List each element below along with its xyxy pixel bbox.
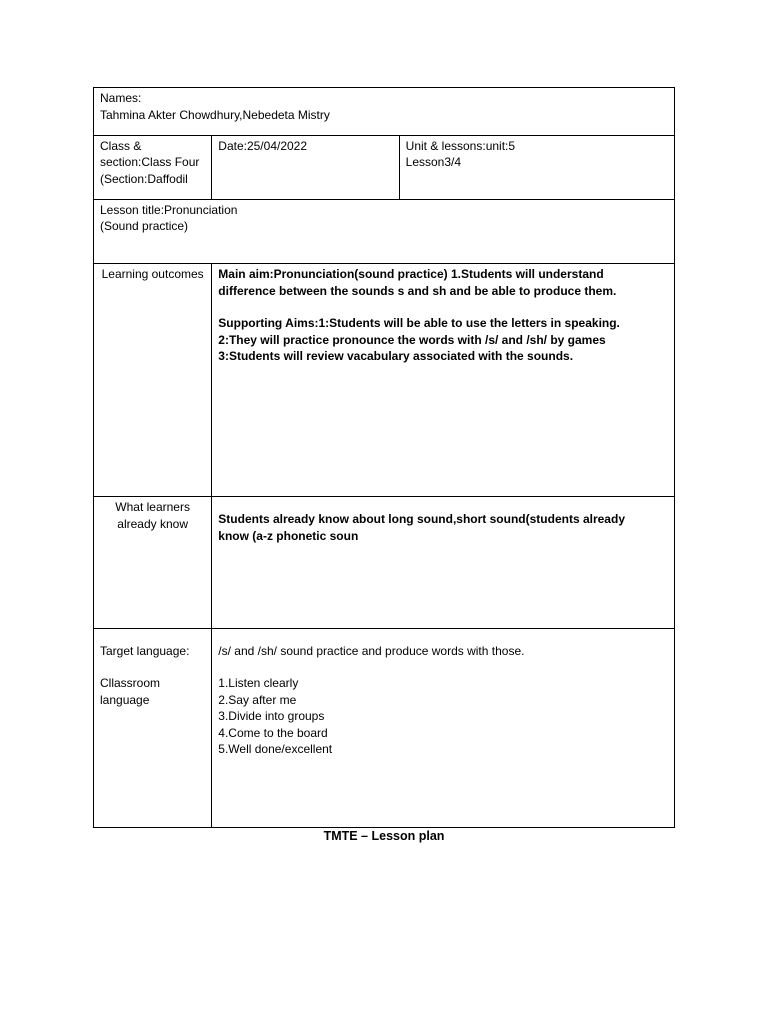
date-cell [212,135,399,199]
lesson-title-line1: Lesson title:Pronunciation [100,202,238,217]
classroom-phrase: 2.Say after me [218,692,297,707]
names-value: Tahmina Akter Chowdhury,Nebedeta Mistry [100,107,330,122]
prior-knowledge-label-line1: What learners [115,500,190,515]
classroom-phrase: 4.Come to the board [218,725,328,740]
target-language-content-cell [212,628,675,827]
spacer [218,299,668,315]
class-section-line2: section:Class Four [100,155,200,170]
names-row [94,88,675,136]
learning-outcomes-row [94,264,675,497]
names-cell [94,88,675,136]
learning-outcomes-content-cell [212,264,675,497]
target-language-text: /s/ and /sh/ sound practice and produce words with those. [218,643,525,658]
lesson-title-line2: (Sound practice) [100,219,189,234]
target-language-label: Target language: [100,643,190,658]
main-aim-line2: difference between the sounds s and sh and be able to produce them. [218,283,617,298]
prior-knowledge-content-cell [212,497,675,629]
prior-knowledge-label-line2: already know [117,516,188,531]
unit-line1: Unit & lessons:unit:5 [405,138,516,153]
prior-knowledge-label-cell [94,497,212,629]
prior-knowledge-row [94,497,675,629]
lesson-title-row [94,199,675,263]
date-text: Date:25/04/2022 [218,138,308,153]
supporting-aim-3: 3:Students will review vacabulary associated with the sounds. [218,349,574,364]
learning-outcomes-label-cell [94,264,212,497]
supporting-aim-1: Supporting Aims:1:Students will be able to use the letters in speaking. [218,316,620,331]
classroom-phrase: 3.Divide into groups [218,709,325,724]
unit-cell [399,135,674,199]
lesson-title-cell [94,199,675,263]
classroom-phrase: 5.Well done/excellent [218,742,333,757]
learning-outcomes-label: Learning outcomes [101,267,204,282]
classroom-language-label-line2: language [100,692,150,707]
class-section-line1: Class & [100,138,142,153]
spacer [100,659,205,675]
target-language-row [94,628,675,827]
classroom-language-label-line1: Cllassroom [100,676,161,691]
lesson-plan-table [93,87,675,828]
supporting-aim-2: 2:They will practice pronounce the words with /s/ and /sh/ by games [218,332,606,347]
spacer [218,659,668,675]
class-section-line3: (Section:Daffodil [100,171,188,186]
prior-knowledge-text-line2: know (a-z phonetic soun [218,528,359,543]
names-label: Names: [100,91,142,105]
class-section-cell [94,135,212,199]
document-caption: TMTE – Lesson plan [323,829,445,843]
unit-line2: Lesson3/4 [405,155,462,170]
prior-knowledge-text-line1: Students already know about long sound,short sound(students already [218,512,625,527]
target-language-label-cell [94,628,212,827]
classroom-phrase: 1.Listen clearly [218,676,299,691]
main-aim-line1: Main aim:Pronunciation(sound practice) 1.Students will understand [218,267,604,282]
class-row [94,135,675,199]
